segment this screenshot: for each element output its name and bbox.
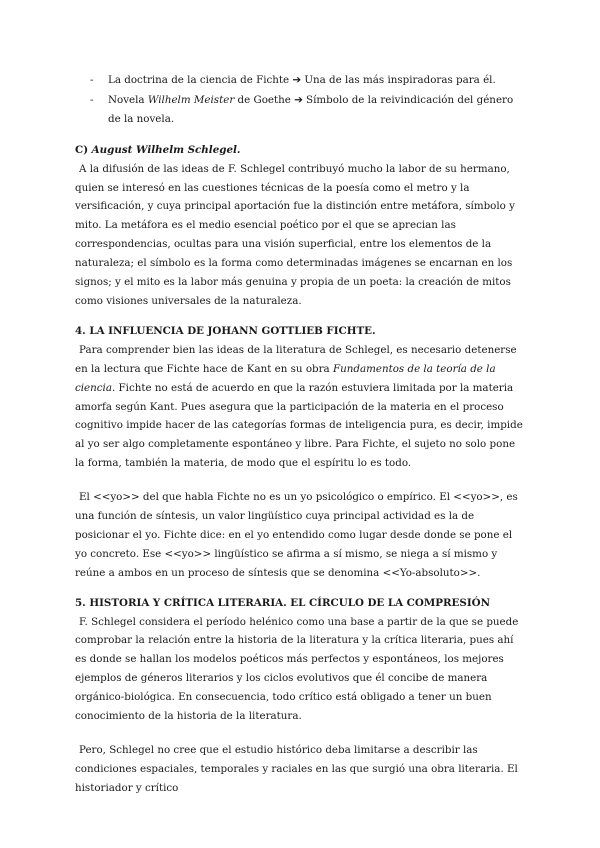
section-c-paragraph: A la difusión de las ideas de F. Schlegel contribuyó mucho la labor de su hermano, quien se interesó en las cuestiones técnicas de la poesía como el metro y la versificación, y cuya principal aportación fue la distinción entre metáfora, símbolo y mito. La metáfora es el medio esencial poético por el que se aprecian las correspondencias, ocultas para una visión superficial, entre los elementos de la naturaleza; el símbolo es la forma como determinadas imágenes se encarnan en los signos; y el mito es la labor más genuina y propia de un poeta: la creación de mitos como visiones universales de la naturaleza. [75, 162, 515, 307]
book-title: Wilhelm Meister [147, 93, 235, 106]
bullet-list [75, 71, 527, 129]
list-item [75, 91, 527, 129]
work-title: Fundamentos de la teoría de la ciencia [75, 362, 496, 394]
section-4 [75, 322, 527, 583]
section-c [75, 141, 527, 311]
bullet-text: La doctrina de la ciencia de Fichte ➔ Una de las más inspiradoras para él. [108, 74, 496, 86]
section-5-heading: 5. HISTORIA Y CRÍTICA LITERARIA. EL CÍRCULO DE LA COMPRESIÓN [75, 596, 491, 609]
bullet-text-pre: Novela [108, 93, 148, 106]
section-4-paragraph-1: Para comprender bien las ideas de la literatura de Schlegel, es necesario detenerse en la lectura que Fichte hace de Kant en su obra Fundamentos de la teoría de la ciencia. Fichte no está de acuerdo en que la razón estuviera limitada por la materia amorfa según Kant. Pues asegura que la participación de la materia en el proceso cognitivo impide hacer de las categorías formas de inteligencia pura, es decir, impide al yo ser algo completamente espontáneo y libre. Para Fichte, el sujeto no solo pone la forma, también la materia, de modo que el espíritu lo es todo. [75, 343, 523, 470]
bullet-text-post: de Goethe ➔ Símbolo de la reivindicación del género de la novela. [108, 93, 514, 125]
list-item [75, 71, 527, 90]
section-c-title: August Wilhelm Schlegel. [91, 143, 241, 156]
section-4-heading: 4. LA INFLUENCIA DE JOHANN GOTTLIEB FICHTE. [75, 324, 376, 337]
section-5-paragraph-2: Pero, Schlegel no cree que el estudio histórico deba limitarse a describir las condiciones espaciales, temporales y raciales en las que surgió una obra literaria. El historiador y crítico [75, 744, 518, 794]
bullet-dash: - [90, 74, 94, 86]
section-4-paragraph-2: El <<yo>> del que habla Fichte no es un yo psicológico o empírico. El <<yo>>, es una función de síntesis, un valor lingüístico cuya principal actividad es la de posicionar el yo. Fichte dice: en el yo entendido como lugar desde donde se pone el yo concreto. Ese <<yo>> lingüístico se afirma a sí mismo, se niega a sí mismo y reúne a ambos en un proceso de síntesis que se denomina <<Yo-absoluto>>. [75, 491, 518, 579]
bullet-dash: - [90, 93, 94, 106]
section-5 [75, 594, 527, 798]
section-c-heading: C) August Wilhelm Schlegel. [75, 143, 241, 156]
document-page [75, 71, 527, 798]
section-5-paragraph-1: F. Schlegel considera el período helénico como una base a partir de la que se puede comprobar la relación entre la historia de la literatura y la crítica literaria, pues ahí es donde se hallan los modelos poéticos más perfectos y espontáneos, los mejores ejemplos de géneros literarios y los ciclos evolutivos que él concibe de manera orgánico-biológica. En consecuencia, todo crítico está obligado a tener un buen conocimiento de la historia de la literatura. [75, 615, 519, 723]
